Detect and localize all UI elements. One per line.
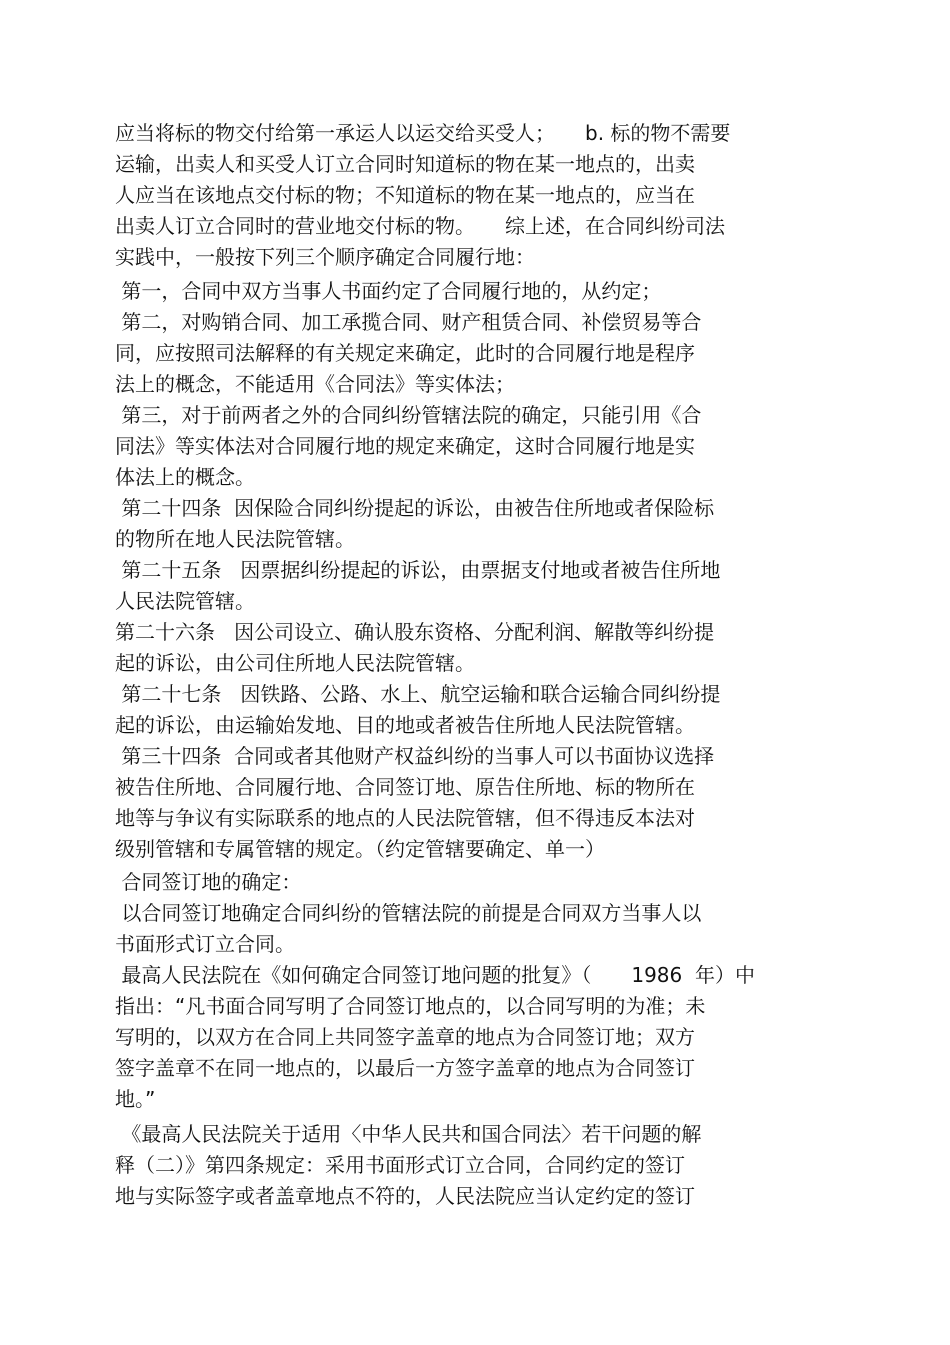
text-line: 第二十五条 因票据纠纷提起的诉讼，由票据支付地或者被告住所地 <box>115 558 721 582</box>
text-line: 同法》等实体法对合同履行地的规定来确定，这时合同履行地是实 <box>115 434 695 458</box>
text-line: 第三十四条 合同或者其他财产权益纠纷的当事人可以书面协议选择 <box>115 744 715 768</box>
text-line: 地。” <box>115 1087 156 1111</box>
text-line: 地与实际签字或者盖章地点不符的，人民法院应当认定约定的签订 <box>115 1184 695 1208</box>
text-line: 地等与争议有实际联系的地点的人民法院管辖，但不得违反本法对 <box>115 806 695 830</box>
text-line: 出卖人订立合同时的营业地交付标的物。 综上述，在合同纠纷司法 <box>115 214 725 238</box>
text-line: 书面形式订立合同。 <box>115 932 295 956</box>
text-line: 应当将标的物交付给第一承运人以运交给买受人； b. 标的物不需要 <box>115 121 731 145</box>
text-line: 起的诉讼，由运输始发地、目的地或者被告住所地人民法院管辖。 <box>115 713 695 737</box>
text-line: 被告住所地、合同履行地、合同签订地、原告住所地、标的物所在 <box>115 775 695 799</box>
text-line: 实践中，一般按下列三个顺序确定合同履行地： <box>115 245 535 269</box>
text-line: 第二十六条 因公司设立、确认股东资格、分配利润、解散等纠纷提 <box>115 620 715 644</box>
text-line: 合同签订地的确定： <box>115 870 302 894</box>
text-line: 以合同签订地确定合同纠纷的管辖法院的前提是合同双方当事人以 <box>115 901 702 925</box>
text-line: 第二十四条 因保险合同纠纷提起的诉讼，由被告住所地或者保险标 <box>115 496 715 520</box>
text-line: 人应当在该地点交付标的物；不知道标的物在某一地点的，应当在 <box>115 183 695 207</box>
text-line: 最高人民法院在《如何确定合同签订地问题的批复》（ 1986 年）中 <box>115 963 755 987</box>
text-line: 级别管辖和专属管辖的规定。（约定管辖要确定、单一） <box>115 837 605 861</box>
text-line: 同，应按照司法解释的有关规定来确定，此时的合同履行地是程序 <box>115 341 695 365</box>
text-line: 运输，出卖人和买受人订立合同时知道标的物在某一地点的，出卖 <box>115 152 695 176</box>
text-line: 第一，合同中双方当事人书面约定了合同履行地的，从约定； <box>115 279 662 303</box>
text-line: 的物所在地人民法院管辖。 <box>115 527 355 551</box>
text-line: 第三，对于前两者之外的合同纠纷管辖法院的确定，只能引用《合 <box>115 403 702 427</box>
text-line: 第二，对购销合同、加工承揽合同、财产租赁合同、补偿贸易等合 <box>115 310 702 334</box>
text-line: 起的诉讼，由公司住所地人民法院管辖。 <box>115 651 475 675</box>
text-line: 释（二）》第四条规定：采用书面形式订立合同，合同约定的签订 <box>115 1153 685 1177</box>
text-line: 体法上的概念。 <box>115 465 255 489</box>
text-line: 《最高人民法院关于适用〈中华人民共和国合同法〉若干问题的解 <box>115 1122 702 1146</box>
text-line: 指出：“凡书面合同写明了合同签订地点的，以合同写明的为准；未 <box>115 994 706 1018</box>
text-line: 法上的概念，不能适用《合同法》等实体法； <box>115 372 515 396</box>
text-line: 第二十七条 因铁路、公路、水上、航空运输和联合运输合同纠纷提 <box>115 682 721 706</box>
text-line: 写明的，以双方在合同上共同签字盖章的地点为合同签订地；双方 <box>115 1025 695 1049</box>
text-line: 签字盖章不在同一地点的，以最后一方签字盖章的地点为合同签订 <box>115 1056 695 1080</box>
text-line: 人民法院管辖。 <box>115 589 255 613</box>
